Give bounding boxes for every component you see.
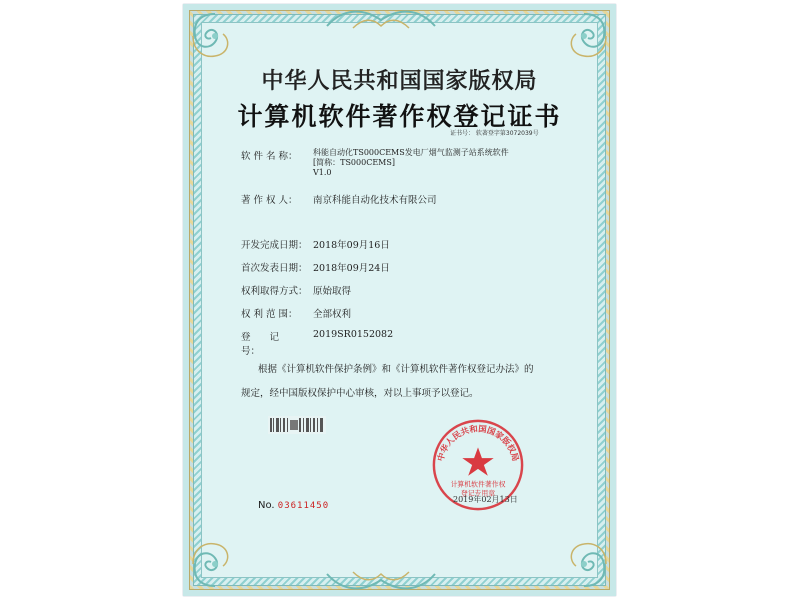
seal-date: 2019年02月13日 bbox=[453, 495, 518, 504]
corner-ornament-icon bbox=[554, 534, 614, 594]
seal-line-2: 登记专用章 bbox=[460, 489, 496, 498]
owner-row bbox=[241, 192, 437, 206]
issuer-title: 中华人民共和国国家版权局 bbox=[261, 68, 538, 94]
bottom-scroll-ornament-icon bbox=[323, 568, 439, 594]
serial-prefix: No. bbox=[258, 500, 275, 511]
certificate-title: 计算机软件著作权登记证书 bbox=[237, 102, 562, 131]
seal-line-1: 计算机软件著作权 bbox=[450, 480, 506, 489]
seal-ring-text: 中华人民共和国国家版权局 bbox=[435, 423, 521, 463]
serial-number-value: 03611450 bbox=[277, 501, 330, 511]
corner-ornament-icon bbox=[554, 6, 614, 66]
owner-value: 南京科能自动化技术有限公司 bbox=[313, 195, 437, 206]
completion-date-value: 2018年09月16日 bbox=[313, 240, 390, 251]
completion-date-row bbox=[241, 237, 390, 251]
corner-ornament-icon bbox=[185, 534, 245, 594]
statement-line: 根据《计算机软件保护条例》和《计算机软件著作权登记办法》的 bbox=[258, 364, 534, 375]
certificate bbox=[183, 4, 616, 596]
software-name-row bbox=[241, 148, 313, 162]
software-name-line: 科能自动化TS000CEMS发电厂烟气监测子站系统软件 bbox=[313, 148, 509, 157]
serial-number bbox=[258, 500, 329, 511]
registration-number-label: 登 记 号： bbox=[241, 332, 299, 357]
registration-number-value: 2019SR0152082 bbox=[313, 329, 394, 340]
publish-date-label: 首次发表日期： bbox=[241, 263, 308, 274]
corner-ornament-icon bbox=[185, 6, 245, 66]
owner-label: 著 作 权 人： bbox=[241, 195, 298, 206]
rights-method-value: 原始取得 bbox=[313, 286, 352, 297]
top-scroll-ornament-icon bbox=[323, 6, 439, 32]
rights-scope-row bbox=[241, 306, 351, 320]
registration-number-row bbox=[241, 329, 393, 357]
software-name-value bbox=[313, 148, 509, 178]
software-version: V1.0 bbox=[313, 168, 332, 177]
software-name-label: 软 件 名 称： bbox=[241, 151, 298, 162]
qr-barcode-icon bbox=[268, 416, 326, 434]
publish-date-value: 2018年09月24日 bbox=[313, 263, 390, 274]
rights-scope-value: 全部权利 bbox=[313, 309, 352, 320]
rights-method-row bbox=[241, 283, 351, 297]
rights-method-label: 权利取得方式： bbox=[241, 286, 308, 297]
rights-scope-label: 权 利 范 围： bbox=[241, 309, 298, 320]
software-short-name: [简称：TS000CEMS] bbox=[313, 158, 395, 167]
statement-line: 规定，经中国版权保护中心审核，对以上事项予以登记。 bbox=[241, 388, 479, 399]
completion-date-label: 开发完成日期： bbox=[241, 240, 308, 251]
certificate-number: 证书号： 软著登字第3072039号 bbox=[450, 130, 539, 137]
publish-date-row bbox=[241, 260, 390, 274]
